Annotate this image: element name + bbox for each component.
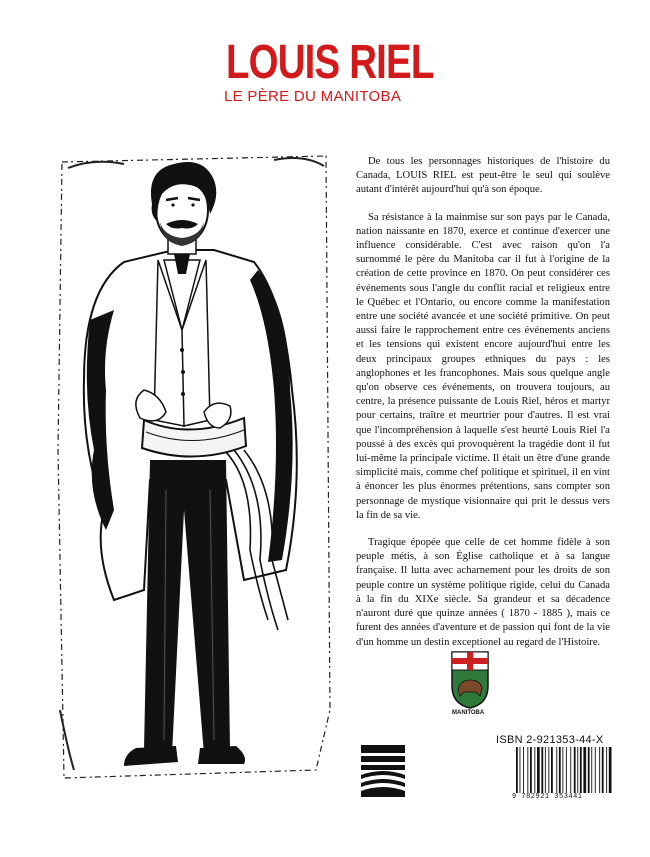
crest-label: MANITOBA: [452, 710, 485, 716]
isbn-number: ISBN 2-921353-44-X: [496, 734, 604, 746]
paragraph-intro: De tous les personnages historiques de l'histoire du Canada, LOUIS RIEL est peut-être le seul qui soulève autant d'intérêt aujourd'hui qu'à son époque.: [356, 156, 610, 196]
paragraph-epic: Tragique épopée que celle de cet homme fidèle à son peuple métis, à son Église catholique et à sa langue française. Il lutta avec acharnement pour les droits de son peuple contre un système politique rigide, celui du Canada à la fin du XIXe siècle. Sa grandeur et sa décadence n'auront duré que quinze années ( 1870 - 1885 ), mais ce furent des années d'aventure et de passion qui font de la vie d'un homme un destin exceptionel au regard de l'Histoire.: [356, 537, 610, 648]
barcode-number: 9 782921 353441: [512, 793, 583, 801]
manitoba-crest-icon: [450, 650, 490, 710]
book-subtitle: LE PÈRE DU MANITOBA: [224, 88, 402, 105]
louis-riel-illustration: [54, 150, 334, 790]
barcode-icon: [514, 747, 614, 793]
book-title: LOUIS RIEL: [226, 36, 434, 89]
paragraph-history: Sa résistance à la mainmise sur son pays par le Canada, nation naissante en 1870, exerce et continue d'exercer une influence considérable. C'est avec raison qu'on l'a surnommé le père du Manitoba car il fut à l'origine de la création de cette province en 1870. On peut considérer ces événements sous l'angle du conflit racial et religieux entre le Québec et l'Ontario, ou encore comme la manifestation entre une société avancée et une société primitive. On peut aussi faire le rapprochement entre ces événements anciens et les tensions qui existent encore aujourd'hui entre les deux principaux groupes ethniques du pays : les anglophones et les francophones. Mais sous quelque angle qu'on observe ces événements, on trouvera toujours, au centre, la présence puissante de Louis Riel, héros et martyr pour certains, traître et meurtrier pour d'autres. Il est vrai que l'incompréhension à laquelle s'est heurté Louis Riel l'a poussé à des excès qui provoquèrent la tragédie dont il fut lui-même la principale victime. Il était un être d'une grande simplicité mais, comme chef politique et spirituel, il en vint à énoncer les plus énormes prétentions, sans compter son personnage de mystique visionnaire qui prit le dessus vers la fin de sa vie.: [356, 211, 610, 521]
back-cover-text: [356, 155, 610, 663]
publisher-logo-icon: [361, 745, 405, 797]
